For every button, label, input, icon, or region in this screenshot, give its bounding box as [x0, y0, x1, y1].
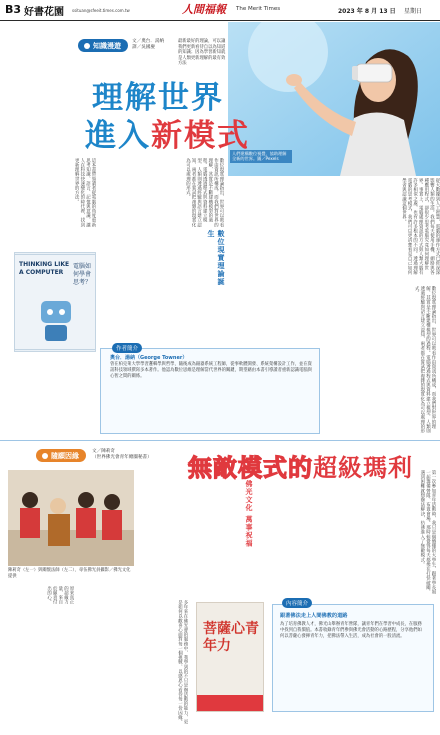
a1-body-mid: 數位現實理論指出，世界可以被看作由資訊所構成，而我們對世界的理解，其實是不斷建構模型的過程。電腦透過程式與資料建立模型，人類則透過經驗與語言建立認知，兩者都在嘗試把複雜的現實化為可以處理的形式。: [185, 158, 224, 227]
tag2-label: 隨願因緣: [51, 451, 79, 460]
book-en-title: THINKING LIKE A COMPUTER: [19, 261, 70, 276]
subhead-fgs: 佛光文化 萬事祝福: [245, 480, 253, 548]
page-code: B3: [5, 3, 22, 16]
group-photo-illustration: [8, 470, 134, 566]
a1-body-right-lower: 數位現實理論指出，世界可以被看作由資訊所構成，而我們對世界的理解，其實是不斷建構模型的過程。電腦透過程式與資料建立模型，人類則透過經驗與語言建立認知，兩者都在嘗試把複雜的現實化為可以處理的形式。: [414, 286, 436, 434]
vr-photo: [228, 22, 440, 176]
a1-body-left: 這本書帶領讀者從電腦的角度重新思考知識、語言、記憶與意識，讓人在科技快速變化的時代裡，找到更新理解世界的方法。: [74, 158, 96, 227]
headline-line2-b: 新模式: [151, 118, 250, 154]
group-photo: [8, 470, 134, 566]
book-cover-2: [196, 602, 264, 712]
headline-2-a: 無敵模式的: [188, 454, 313, 482]
a2-body-left: 多年來在佛光會的服務中，我學到的不只是辦活動的能力，更是如何以歡喜心面對每一個挑戰，以感恩心看待每一份因緣。: [177, 600, 188, 725]
header-date: 2023 年 8 月 13 日: [338, 8, 396, 15]
subhead-digital: 數位現實理論誕生: [207, 230, 225, 286]
section-divider: [0, 440, 440, 441]
headline-line2-a: 進入: [85, 118, 151, 154]
author-box-tag: 作者簡介: [112, 343, 142, 353]
book-box-text: 為了培育佛教人才，佛光山舉辦青年營隊，讓青年們在學習中成長，在服務中找到自我價值。本書收錄青年們參與佛光會活動的心路歷程，分享他們如何以菩薩心發揮青年力，把佛法帶入生活，成為社會的一股清流。: [280, 622, 422, 640]
headline-line1: 理解世界: [92, 80, 224, 116]
deck-1: 最新最好的理論，可以讓我們更新看待自以為知道的知識；因為學習新知就是人類更新理解的最有效方法: [178, 39, 226, 67]
headline-2-b: 超級瑪利: [313, 454, 413, 482]
a2-body-left-end: 原來真正的超級力量，來自於願意付出的心。: [46, 586, 74, 605]
robot-icon: [31, 295, 81, 345]
book-cover-2-title: 菩薩心青年力: [203, 621, 259, 654]
photo-caption: 人們建構數位視覺，協助理解全新的世界。圖／Pexels: [230, 150, 292, 163]
book-cover-1-content: [14, 254, 96, 350]
headline-line2: [85, 110, 250, 155]
group-photo-caption: 陳莉奇（左一）與關懷法師（左二）、尋伍佛光員攝影／佛光文化提供: [8, 568, 131, 579]
page-header: [0, 0, 440, 21]
tag-wish: [36, 449, 86, 462]
header-email: ssituan@sfeeit.times.com.tw: [72, 8, 130, 13]
book-box: [272, 604, 434, 712]
tag-knowledge: [78, 39, 128, 52]
byline-1: 文／奧台．湯納 譯／吳國慶: [132, 39, 165, 50]
masthead-en: The Merit Times: [236, 6, 281, 12]
book-box-tag: 內容簡介: [282, 598, 312, 608]
tag-dot-icon: [84, 43, 90, 49]
tag-label: 知識漫遊: [93, 41, 121, 50]
tag2-dot-icon: [42, 453, 48, 459]
byline-2: 文／陳莉奇 （世界佛光會青年總團秘書）: [92, 449, 152, 460]
book-box-title: 跟著佛法走上人間佛教的道路: [280, 613, 348, 619]
book-zh-title: 電腦如何學會思考？: [73, 263, 92, 286]
section-name: 好書花園: [24, 7, 64, 18]
a2-body-right: 第一次參加青年活動時，我只是個懵懂的大學生，跟著學長姐一起籌備營隊、布置會場。那時候覺得每天都像在打怪破關，遇到困難就想辦法解決，彷彿進入了無敵模式。: [419, 470, 436, 595]
header-weekday: 星期日: [404, 8, 423, 15]
author-box-name: 奧台．湯納（George Towner）: [110, 355, 188, 361]
a1-body-right: 從大數據到人工智慧，電腦的運作方式已經深深影響人類的生活。我們每天使用手機、網路與各種應用程式，卻很少思考電腦究竟如何理解世界。事實上，電腦處理資訊的方式與人類大腦有許多相似之處，也有許多根本的不同。透過理解電腦的思考模式，我們可以更清楚看見自己如何學習與認識這個世界。: [401, 178, 440, 275]
book-cover-2-band: [197, 695, 264, 712]
masthead-logo: 人間福報: [182, 3, 226, 16]
article-1: [0, 22, 440, 284]
author-box-text: 曾在柏克萊大學學習邏輯學與哲學，隨後成為銀器系統工程師，從事軟體開發、系統架構設計工作，並在資訊科技領域撰寫多本著作。他認為數位思維是理解當代世界的關鍵，期望藉由本書引導讀者重新認識電腦與心智之間的關係。: [110, 362, 312, 380]
